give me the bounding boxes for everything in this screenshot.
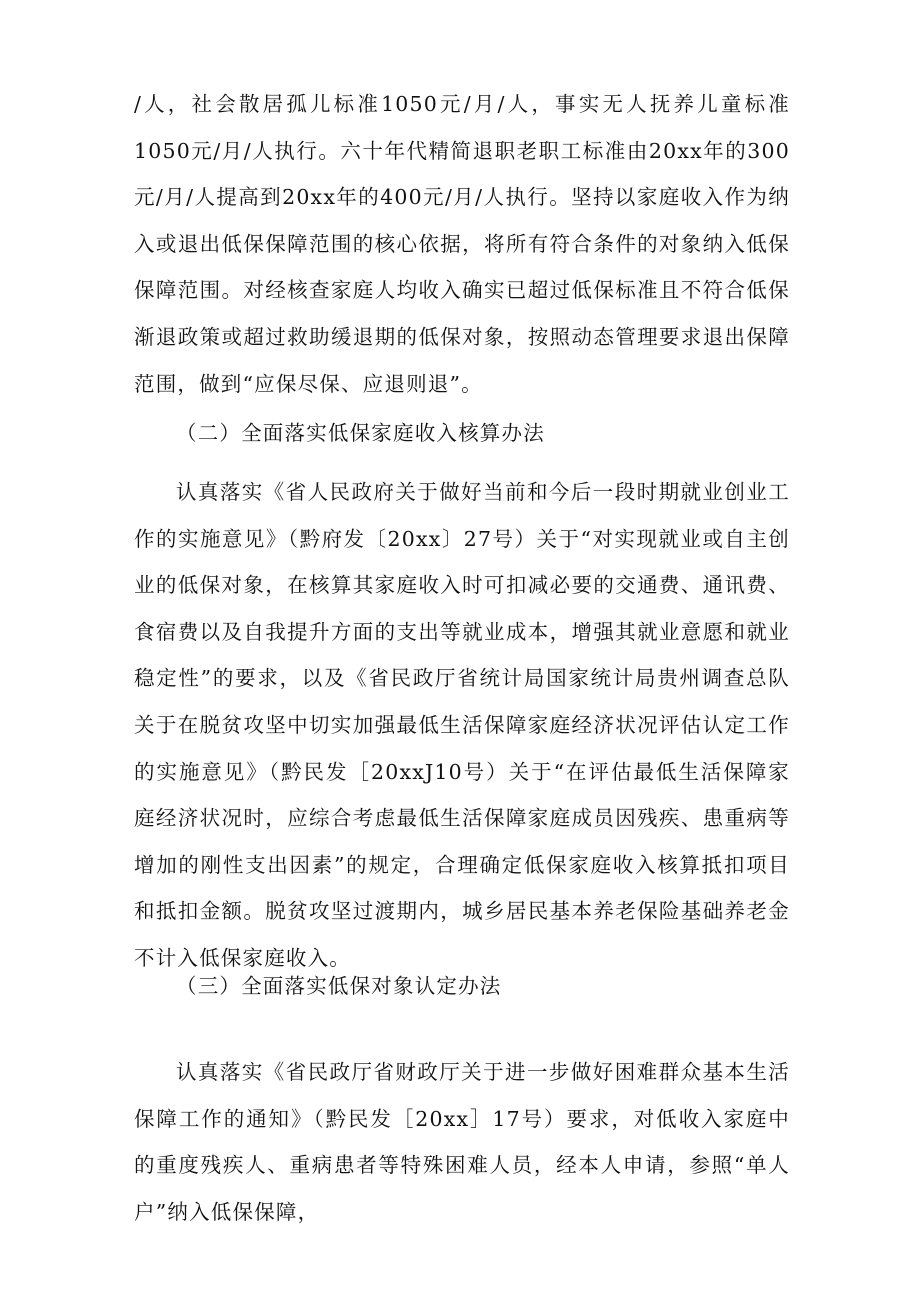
section-heading-2: （二）全面落实低保家庭收入核算办法: [176, 421, 545, 445]
paragraph-continued: /人，社会散居孤儿标准1050元/月/人，事实无人抚养儿童标准1050元/月/人执行。六十年代精简退职老职工标准由20xx年的300元/月/人提高到20xx年的400元/月/人执行。坚持以家庭收入作为纳入或退出低保保障范围的核心依据，将所有符合条件的对象纳入低保保障范围。对经核查家庭人均收入确实已超过低保标准且不符合低保渐退政策或超过救助缓退期的低保对象，按照动态管理要求退出保障范围，做到“应保尽保、应退则退”。: [134, 92, 790, 396]
paragraph-2: 认真落实《省人民政府关于做好当前和今后一段时期就业创业工作的实施意见》（黔府发〔20xx〕27号）关于“对实现就业或自主创业的低保对象，在核算其家庭收入时可扣减必要的交通费、通讯费、食宿费以及自我提升方面的支出等就业成本，增强其就业意愿和就业稳定性”的要求，以及《省民政厅省统计局国家统计局贵州调查总队关于在脱贫攻坚中切实加强最低生活保障家庭经济状况评估认定工作的实施意见》（黔民发［20xxJ10号）关于“在评估最低生活保障家庭经济状况时，应综合考虑最低生活保障家庭成员因残疾、患重病等增加的刚性支出因素”的规定，合理确定低保家庭收入核算抵扣项目和抵扣金额。脱贫攻坚过渡期内，城乡居民基本养老保险基础养老金不计入低保家庭收入。: [134, 480, 790, 970]
paragraph-3: 认真落实《省民政厅省财政厅关于进一步做好困难群众基本生活保障工作的通知》（黔民发［20xx］17号）要求，对低收入家庭中的重度残疾人、重病患者等特殊困难人员，经本人申请，参照“单人户”纳入低保保障，: [134, 1060, 790, 1224]
section-heading-3: （三）全面落实低保对象认定办法: [176, 974, 502, 998]
